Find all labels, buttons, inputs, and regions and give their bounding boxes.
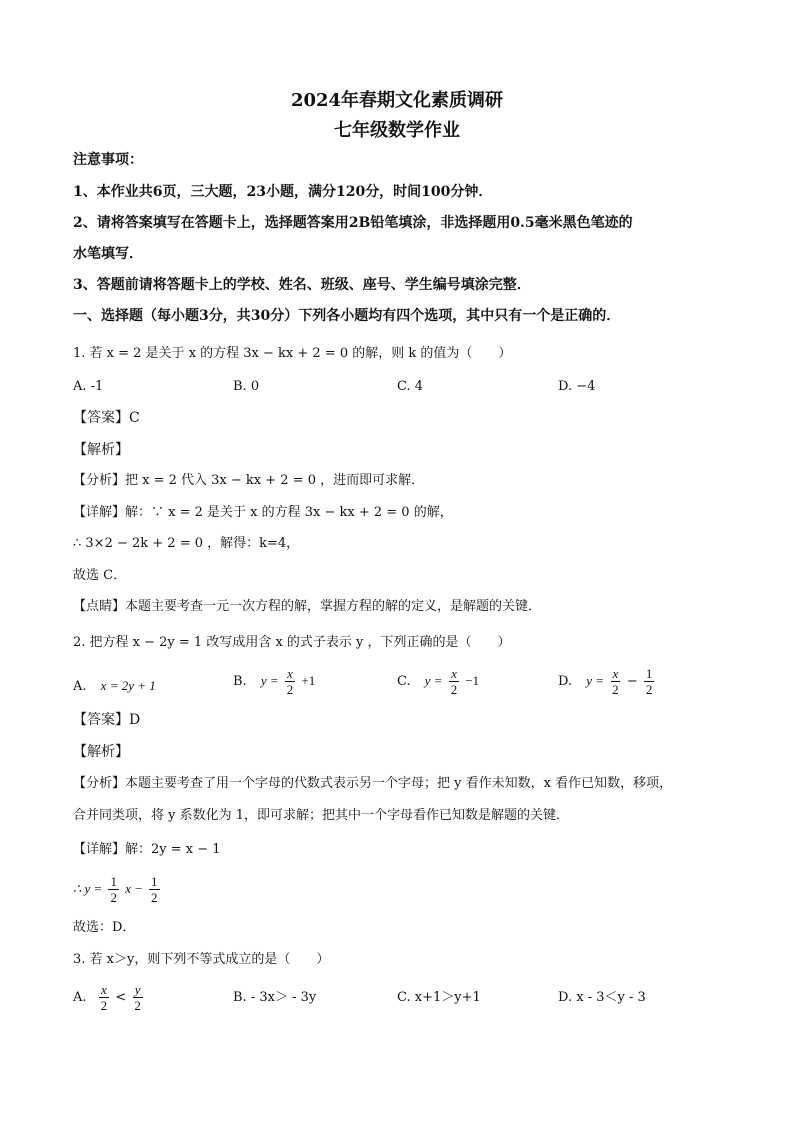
q3-option-b: B. - 3x＞ - 3y	[233, 990, 317, 1005]
q2-step-fraction-2	[149, 874, 160, 905]
q1-option-d: D. −4	[558, 379, 596, 394]
question-2-stem: 2. 把方程 x − 2y = 1 改写成用含 x 的式子表示 y ，下列正确的是（ ）	[73, 635, 511, 650]
q3-option-a-fraction-2	[132, 982, 143, 1013]
q3-option-a-denominator-1: 2	[100, 998, 108, 1013]
q3-option-a-numerator-2: y	[134, 982, 141, 997]
q1-analysis-label: 【解析】	[73, 442, 129, 458]
q2-option-d-denominator-2: 2	[645, 682, 653, 697]
document-subtitle: 七年级数学作业	[334, 120, 460, 141]
q2-step-mid: x −	[125, 881, 143, 896]
document-title: 2024年春期文化素质调研	[290, 90, 504, 111]
q1-dianjing: 【点睛】本题主要考查一元一次方程的解，掌握方程的解的定义，是解题的关键．	[73, 599, 542, 614]
q1-option-c: C. 4	[397, 379, 424, 394]
q2-option-d-fraction-2	[644, 666, 655, 697]
note-item-1: 1、本作业共6页，三大题，23小题，满分120分，时间100分钟．	[73, 184, 493, 200]
q2-option-b-pre: y =	[260, 673, 279, 688]
q2-option-d-pre: y =	[586, 673, 605, 688]
q2-option-b	[233, 666, 315, 697]
q2-option-b-denominator: 2	[286, 682, 294, 697]
section-heading: 一、选择题（每小题3分，共30分）下列各小题均有四个选项，其中只有一个是正确的．	[73, 308, 621, 324]
q1-xiangjie: 【详解】解：∵ x = 2 是关于 x 的方程 3x − kx + 2 = 0 的解，	[73, 505, 453, 520]
q1-option-b: B. 0	[233, 379, 260, 394]
q2-step-denominator-2: 2	[151, 890, 158, 905]
question-3-stem: 3. 若 x＞y，则下列不等式成立的是（ ）	[73, 952, 330, 967]
q3-option-a-relation: <	[115, 990, 127, 1005]
q3-option-a-fraction-1	[99, 982, 110, 1013]
q2-option-b-numerator: x	[287, 666, 293, 681]
note-item-2: 2、请将答案填写在答题卡上，选择题答案用2B铅笔填涂，非选择题用0.5毫米黑色笔迹的	[73, 215, 633, 231]
q1-choice: 故选 C．	[73, 568, 127, 583]
q2-step-numerator-2: 1	[151, 874, 158, 889]
q2-option-a-expr: x = 2y + 1	[100, 678, 156, 693]
q2-option-d	[558, 666, 656, 697]
q3-option-a	[73, 982, 145, 1013]
q2-option-d-numerator-1: x	[612, 666, 619, 681]
q2-step-pre: ∴ y =	[73, 881, 103, 896]
q2-step	[73, 874, 162, 905]
notes-heading: 注意事项：	[73, 152, 143, 168]
note-item-3: 3、答题前请将答题卡上的学校、姓名、班级、座号、学生编号填涂完整．	[73, 277, 531, 293]
note-item-2-cont: 水笔填写．	[73, 246, 143, 262]
q2-step-fraction-1	[108, 874, 119, 905]
q2-option-a-label: A.	[73, 679, 87, 694]
q2-option-b-post: +1	[301, 673, 316, 688]
q2-option-c-fraction	[449, 666, 460, 697]
q2-option-d-label: D.	[558, 674, 573, 689]
q2-option-c	[397, 666, 479, 697]
q2-analysis-label: 【解析】	[73, 744, 129, 760]
q1-fenxi: 【分析】把 x = 2 代入 3x − kx + 2 = 0 ，进而即可求解．	[73, 473, 425, 488]
q3-option-c: C. x+1＞y+1	[397, 990, 481, 1005]
q2-fenxi-line-2: 合并同类项，将 y 系数化为 1，即可求解；把其中一个字母看作已知数是解题的关键．	[73, 808, 570, 823]
q1-answer: 【答案】C	[73, 410, 140, 426]
q1-step: ∴ 3×2 − 2k + 2 = 0 ，解得：k=4，	[73, 536, 300, 551]
q2-option-c-pre: y =	[424, 673, 443, 688]
q2-step-denominator-1: 2	[110, 890, 117, 905]
q2-step-numerator-1: 1	[110, 874, 117, 889]
q2-option-b-label: B.	[233, 674, 247, 689]
q2-option-d-fraction-1	[610, 666, 621, 697]
q2-option-d-denominator-1: 2	[612, 682, 619, 697]
q2-option-c-denominator: 2	[450, 682, 458, 697]
q3-option-a-numerator-1: x	[101, 982, 107, 997]
q2-option-c-numerator: x	[451, 666, 457, 681]
question-1-stem: 1. 若 x = 2 是关于 x 的方程 3x − kx + 2 = 0 的解，则 k 的值为（ ）	[73, 346, 512, 361]
q2-option-b-fraction	[285, 666, 296, 697]
q2-option-a	[73, 676, 156, 697]
q2-option-d-numerator-2: 1	[645, 666, 653, 681]
q2-option-d-minus: −	[626, 674, 638, 689]
q3-option-a-denominator-2: 2	[134, 998, 141, 1013]
q1-option-a: A. -1	[73, 379, 104, 394]
q2-answer: 【答案】D	[73, 712, 141, 728]
q3-option-a-label: A.	[73, 990, 87, 1005]
q2-option-c-label: C.	[397, 674, 411, 689]
q2-choice: 故选：D．	[73, 920, 136, 935]
q2-xiangjie: 【详解】解：2y = x − 1	[73, 842, 221, 857]
q3-option-d: D. x - 3＜y - 3	[558, 990, 646, 1005]
q2-fenxi-line-1: 【分析】本题主要考查了用一个字母的代数式表示另一个字母；把 y 看作未知数，x 看作已知数，移项，	[73, 776, 673, 791]
q2-option-c-post: −1	[465, 673, 480, 688]
